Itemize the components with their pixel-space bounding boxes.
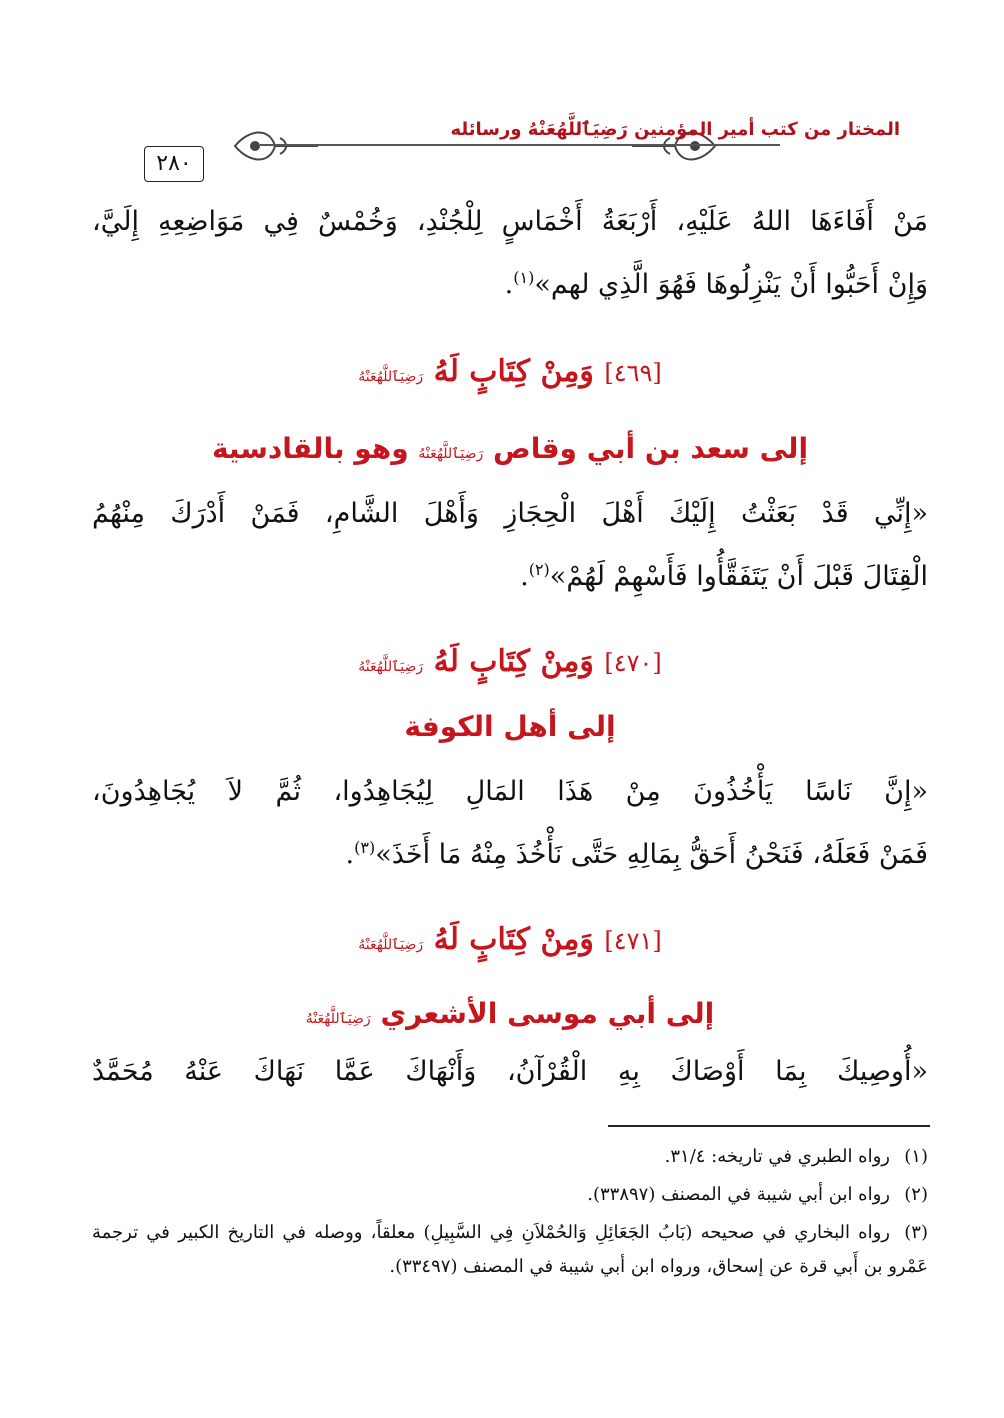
footnote-ref: (١) [513,268,535,287]
text-line [92,263,928,307]
text-segment: وَإِنْ أَحَبُّوا أَنْ يَنْزِلُوهَا فَهُوَ الَّذِي لهم» [534,269,928,300]
section-title: وَمِنْ كِتَابٍ لَهُ [433,354,594,389]
honorific: رَضِيَٱللَّهُعَنْهُ [358,369,424,385]
footnote-ref: (٢) [528,560,550,579]
section-heading [92,918,928,967]
text-segment: . [345,839,355,870]
section-number: [٤٧١] [604,927,662,955]
honorific: رَضِيَٱللَّهُعَنْهُ [305,1011,371,1027]
text-line: «إِنَّ نَاسًا يَأْخُذُونَ مِنْ هَذَا المَالِ لِيُجَاهِدُوا، ثُمَّ لاَ يُجَاهِدُونَ، [92,776,928,807]
footnote-text: رواه البخاري في صحيحه (بَابُ الجَعَائِلِ وَالحُمْلاَنِ فِي السَّبِيلِ) معلقاً، ووصله في التاريخ الكبير في ترجمة عَمْرو بن أَبي قرة عن إسحاق، ورواه ابن أبي شيبة في المصنف (٣٣٤٩٧). [92,1222,928,1277]
section-number: [٤٧٠] [604,649,662,677]
section-heading [92,350,928,399]
section-heading [92,640,928,689]
running-header-title: المختار من كتب أمير المؤمنين رَضِيَٱللَّهُعَنْهُ ورسائله [450,119,900,140]
text-line [92,555,928,599]
text-line: «أُوصِيكَ بِمَا أَوْصَاكَ بِهِ الْقُرْآنُ، وَأَنْهَاكَ عَمَّا نَهَاكَ عَنْهُ مُحَمَّدٌ [92,1056,928,1087]
recipient-heading: إلى أهل الكوفة [404,710,616,743]
footnote [92,1216,928,1284]
section-title: وَمِنْ كِتَابٍ لَهُ [433,922,594,957]
footnote-number: (٢) [904,1184,928,1205]
recipient-heading [92,993,928,1040]
honorific: رَضِيَٱللَّهُعَنْهُ [418,446,484,462]
recipient-name: إلى أبي موسى الأشعري [380,997,715,1030]
footnote-separator [608,1125,930,1127]
running-header [110,118,900,182]
text-line [92,833,928,877]
section-number: [٤٦٩] [604,359,662,387]
honorific: رَضِيَٱللَّهُعَنْهُ [358,937,424,953]
footnote-number: (٣) [904,1222,928,1243]
footnote-number: (١) [904,1146,928,1167]
page-number: ٢٨٠ [144,146,204,182]
footnote-ref: (٣) [354,838,376,857]
text-segment: . [504,269,514,300]
footnote [92,1178,928,1212]
header-rule [260,144,780,146]
text-line: «إِنِّي قَدْ بَعَثْتُ إِلَيْكَ أَهْلَ الْحِجَازِ وَأَهْلَ الشَّامِ، فَمَنْ أَدْرَكَ مِنْهُمُ [92,498,928,529]
honorific: رَضِيَٱللَّهُعَنْهُ [358,659,424,675]
footnote-text: رواه ابن أبي شيبة في المصنف (٣٣٨٩٧). [587,1184,890,1205]
recipient-name: إلى سعد بن أبي وقاص [493,432,809,465]
recipient-location: وهو بالقادسية [211,432,409,465]
recipient-heading [92,428,928,475]
footnote-text: رواه الطبري في تاريخه: ٣١/٤. [664,1146,890,1167]
text-line: مَنْ أَفَاءَهَا اللهُ عَلَيْهِ، أَرْبَعَةُ أَخْمَاسٍ لِلْجُنْدِ، وَخُمْسٌ فِي مَوَاضِعِهِ إِلَيَّ، [92,206,928,237]
text-segment: الْقِتَالَ قَبْلَ أَنْ يَتَفَقَّأُوا فَأَسْهِمْ لَهُمْ» [549,561,928,592]
text-segment: . [520,561,529,592]
section-title: وَمِنْ كِتَابٍ لَهُ [433,644,594,679]
footnote [92,1140,928,1174]
text-segment: فَمَنْ فَعَلَهُ، فَنَحْنُ أَحَقُّ بِمَالِهِ حَتَّى نَأْخُذَ مِنْهُ مَا أَخَذَ» [375,839,928,870]
